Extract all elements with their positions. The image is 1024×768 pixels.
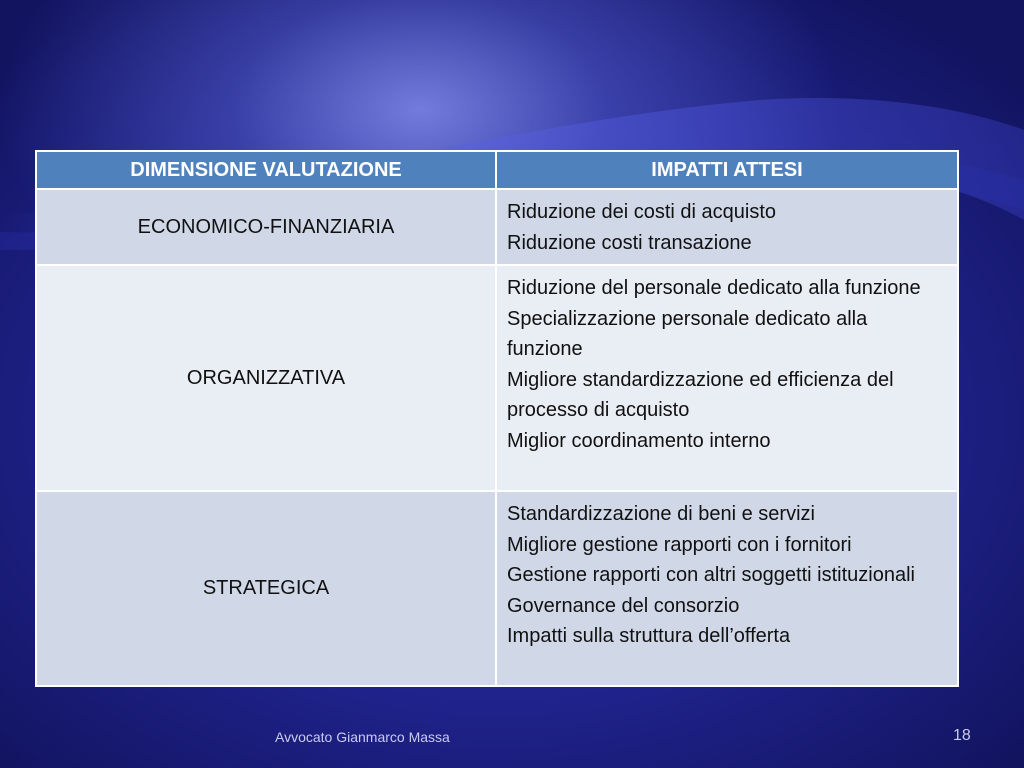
impact-item: Riduzione del personale dedicato alla funzione: [507, 277, 921, 299]
table-header-row: [36, 151, 958, 189]
impact-item: Miglior coordinamento interno: [507, 429, 771, 452]
impact-item: Gestione rapporti con altri soggetti istituzionali: [507, 564, 915, 586]
table-row: [36, 491, 958, 686]
impact-item: Migliore standardizzazione ed efficienza del processo di acquisto: [507, 368, 894, 421]
impact-item: Riduzione costi transazione: [507, 231, 752, 254]
header-dimension: DIMENSIONE VALUTAZIONE: [36, 151, 496, 189]
header-impacts: IMPATTI ATTESI: [496, 151, 958, 189]
table-row: [36, 265, 958, 491]
impact-item: Migliore gestione rapporti con i fornitori: [507, 533, 852, 556]
impact-item: Impatti sulla struttura dell’offerta: [507, 625, 791, 647]
impact-item: Specializzazione personale dedicato alla funzione: [507, 307, 868, 360]
impacts-cell: [496, 491, 958, 686]
impacts-cell: [496, 189, 958, 265]
dimension-cell: ECONOMICO-FINANZIARIA: [36, 189, 496, 265]
table-row: [36, 189, 958, 265]
page-number: 18: [953, 727, 971, 744]
impact-item: Riduzione dei costi di acquisto: [507, 201, 777, 223]
dimension-cell: STRATEGICA: [36, 491, 496, 686]
impact-item: Standardizzazione di beni e servizi: [507, 503, 815, 525]
impact-table: [35, 150, 959, 687]
impacts-cell: [496, 265, 958, 491]
impact-item: Governance del consorzio: [507, 594, 740, 617]
footer-author: Avvocato Gianmarco Massa: [275, 729, 450, 745]
dimension-cell: ORGANIZZATIVA: [36, 265, 496, 491]
